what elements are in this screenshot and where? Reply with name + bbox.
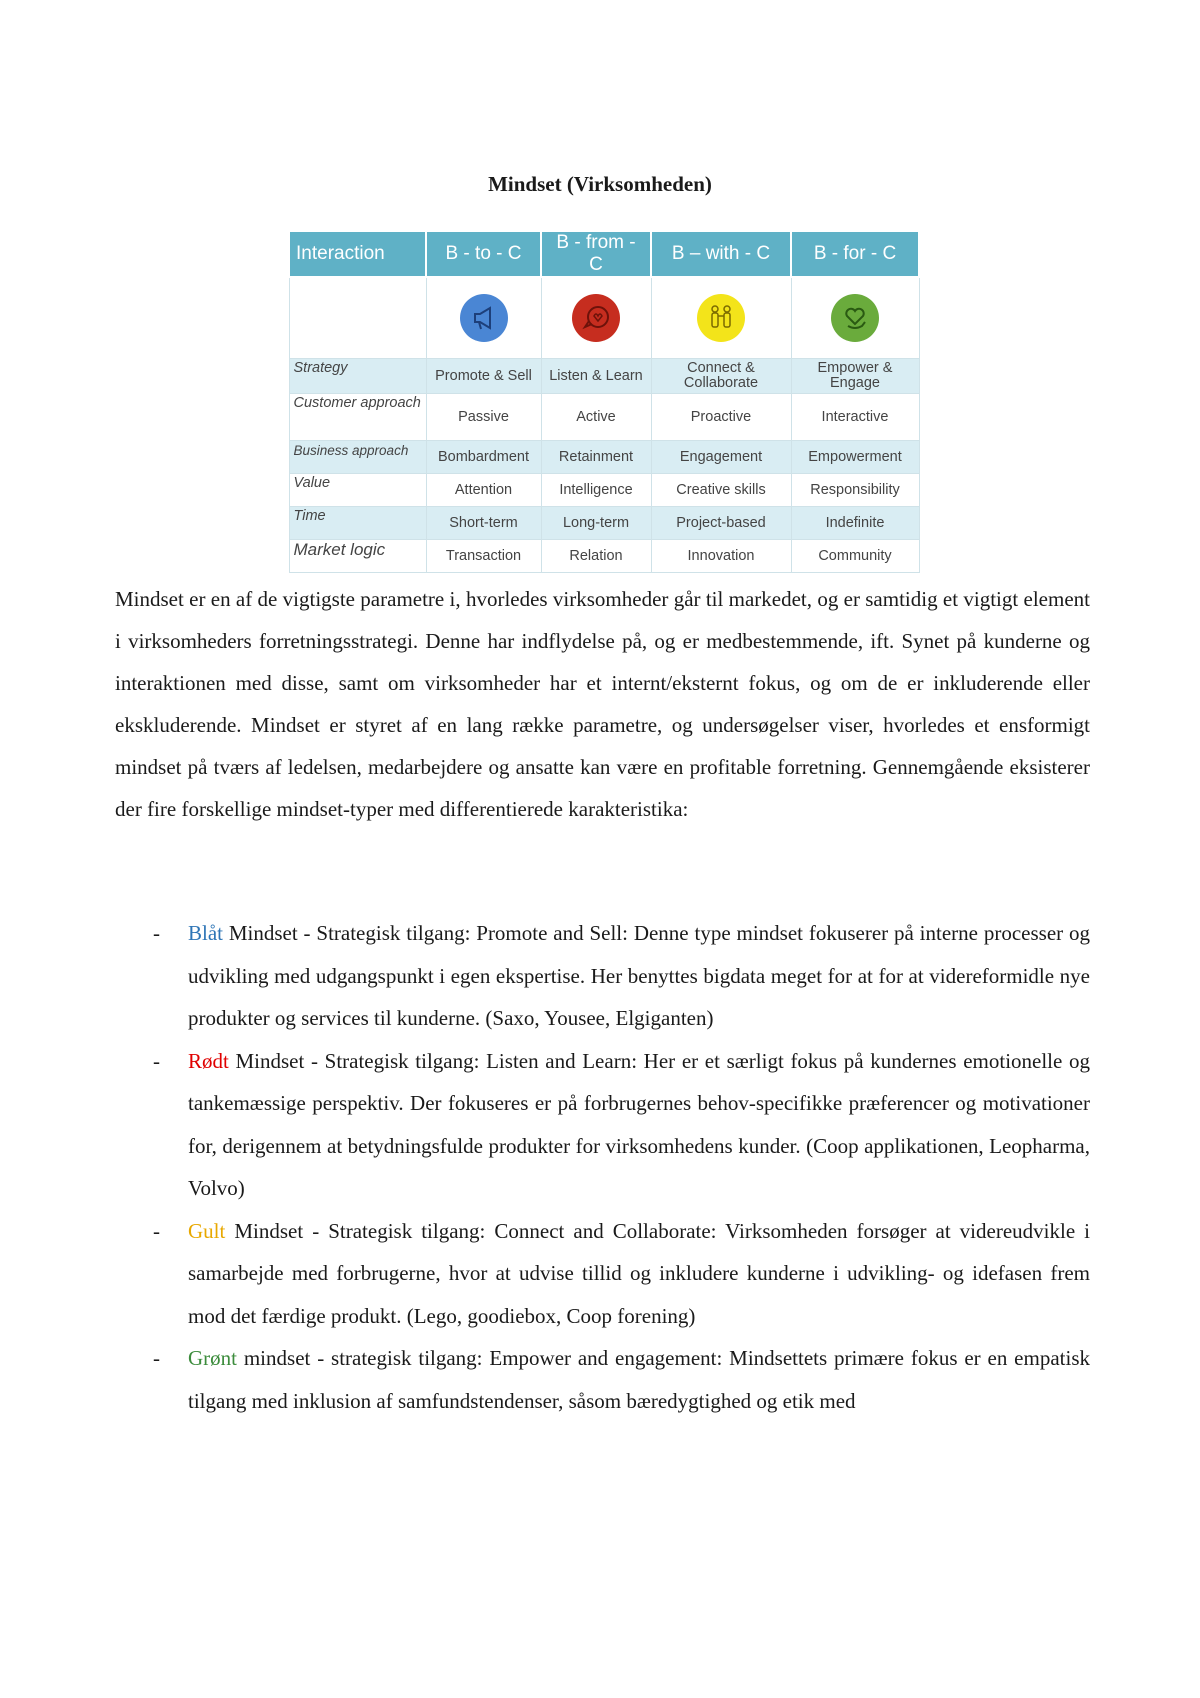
row-label: Value [289, 474, 426, 507]
table-cell: Empower & Engage [791, 359, 919, 394]
table-cell: Engagement [651, 441, 791, 474]
table-row-value [289, 474, 919, 507]
table-cell: Responsibility [791, 474, 919, 507]
color-word-green: Grønt [188, 1346, 237, 1370]
color-word-yellow: Gult [188, 1218, 226, 1243]
intro-paragraph: Mindset er en af de vigtigste parametre i, hvorledes virksomheder går til markedet, og er samtidig et vigtigt element i virksomheders forretningsstrategi. Denne har indflydelse på, og er medbestemmende, ift. Synet på kunderne og interaktionen med disse, samt om virksomheder har et internt/eksternt fokus, og om de er inkluderende eller ekskluderende. Mindset er styret af en lang række parametre, og undersøgelser viser, hvorledes et ensformigt mindset på tværs af ledelsen, medarbejdere og ansatte kan være en profitable forretning. Gennemgående eksisterer der fire forskellige mindset-typer med differentierede karakteristika: [115, 587, 1090, 821]
table-cell: Intelligence [541, 474, 651, 507]
table-cell: Short-term [426, 507, 541, 540]
mindset-table-figure [288, 230, 918, 573]
bullet-text: mindset - strategisk tilgang: Empower and engagement: Mindsettets primære fokus er en empatisk tilgang med inklusion af samfundstendenser, såsom bæredygtighed og etik med [188, 1346, 1090, 1413]
list-item [115, 1337, 1090, 1422]
empty-cell [289, 277, 426, 359]
bullet-text: Mindset - Strategisk tilgang: Connect and Collaborate: Virksomheden forsøger at videreudvikle i samarbejde med forbrugerne, hvor at udvise tillid og inkludere kunderne i udvikling- og idefasen frem mod det færdige produkt. (Lego, goodiebox, Coop forening) [188, 1218, 1090, 1328]
color-word-blue: Blåt [188, 921, 223, 945]
speech-heart-icon [572, 294, 620, 342]
megaphone-icon [460, 294, 508, 342]
table-row-strategy [289, 359, 919, 394]
table-cell: Active [541, 394, 651, 441]
table-cell: Indefinite [791, 507, 919, 540]
table-cell: Retainment [541, 441, 651, 474]
table-header-row [289, 231, 919, 277]
table-cell: Innovation [651, 540, 791, 573]
color-word-red: Rødt [188, 1048, 229, 1073]
bullet-dash: - [153, 1218, 160, 1243]
row-label: Customer approach [289, 394, 426, 441]
table-row-business-approach [289, 441, 919, 474]
bullet-dash: - [153, 1346, 160, 1370]
table-cell: Relation [541, 540, 651, 573]
table-row-market-logic [289, 540, 919, 573]
table-cell: Interactive [791, 394, 919, 441]
table-cell: Long-term [541, 507, 651, 540]
header-b-to-c: B - to - C [426, 231, 541, 277]
table-cell: Promote & Sell [426, 359, 541, 394]
table-cell: Transaction [426, 540, 541, 573]
list-item [115, 912, 1090, 1040]
bullet-text: Mindset - Strategisk tilgang: Listen and Learn: Her er et særligt fokus på kundernes emotionelle og tankemæssige perspektiv. Der fokuseres er på forbrugernes behov-specifikke præferencer og motivationer for, derigennem at betydningsfulde produkter for virksomhedens kunder. (Coop applikationen, Leopharma, Volvo) [188, 1048, 1090, 1200]
bullet-text: Mindset - Strategisk tilgang: Promote and Sell: Denne type mindset fokuserer på interne processer og udvikling med udgangspunkt i egen ekspertise. Her benyttes bigdata meget for at for at videreformidle nye produkter og services til kunderne. (Saxo, Yousee, Elgiganten) [188, 921, 1090, 1030]
table-cell: Community [791, 540, 919, 573]
mindset-table [288, 230, 920, 573]
bullet-dash: - [153, 1048, 160, 1073]
list-item [115, 1210, 1090, 1338]
page-title: Mindset (Virksomheden) [488, 172, 712, 196]
header-b-with-c: B – with - C [651, 231, 791, 277]
header-b-from-c: B - from - C [541, 231, 651, 277]
row-label: Strategy [289, 359, 426, 394]
heart-hand-icon [831, 294, 879, 342]
row-label: Time [289, 507, 426, 540]
table-row-time [289, 507, 919, 540]
table-cell: Listen & Learn [541, 359, 651, 394]
table-cell: Empowerment [791, 441, 919, 474]
table-cell: Proactive [651, 394, 791, 441]
table-cell: Connect & Collaborate [651, 359, 791, 394]
table-cell: Attention [426, 474, 541, 507]
list-item [115, 1040, 1090, 1210]
people-icon [697, 294, 745, 342]
header-interaction: Interaction [289, 231, 426, 277]
table-cell: Bombardment [426, 441, 541, 474]
bullet-dash: - [153, 921, 160, 945]
mindset-bullet-list [115, 912, 1090, 1422]
row-label: Business approach [289, 441, 426, 474]
header-b-for-c: B - for - C [791, 231, 919, 277]
table-row-customer-approach [289, 394, 919, 441]
table-cell: Project-based [651, 507, 791, 540]
row-label: Market logic [289, 540, 426, 573]
table-cell: Passive [426, 394, 541, 441]
icon-row [289, 277, 919, 359]
table-cell: Creative skills [651, 474, 791, 507]
